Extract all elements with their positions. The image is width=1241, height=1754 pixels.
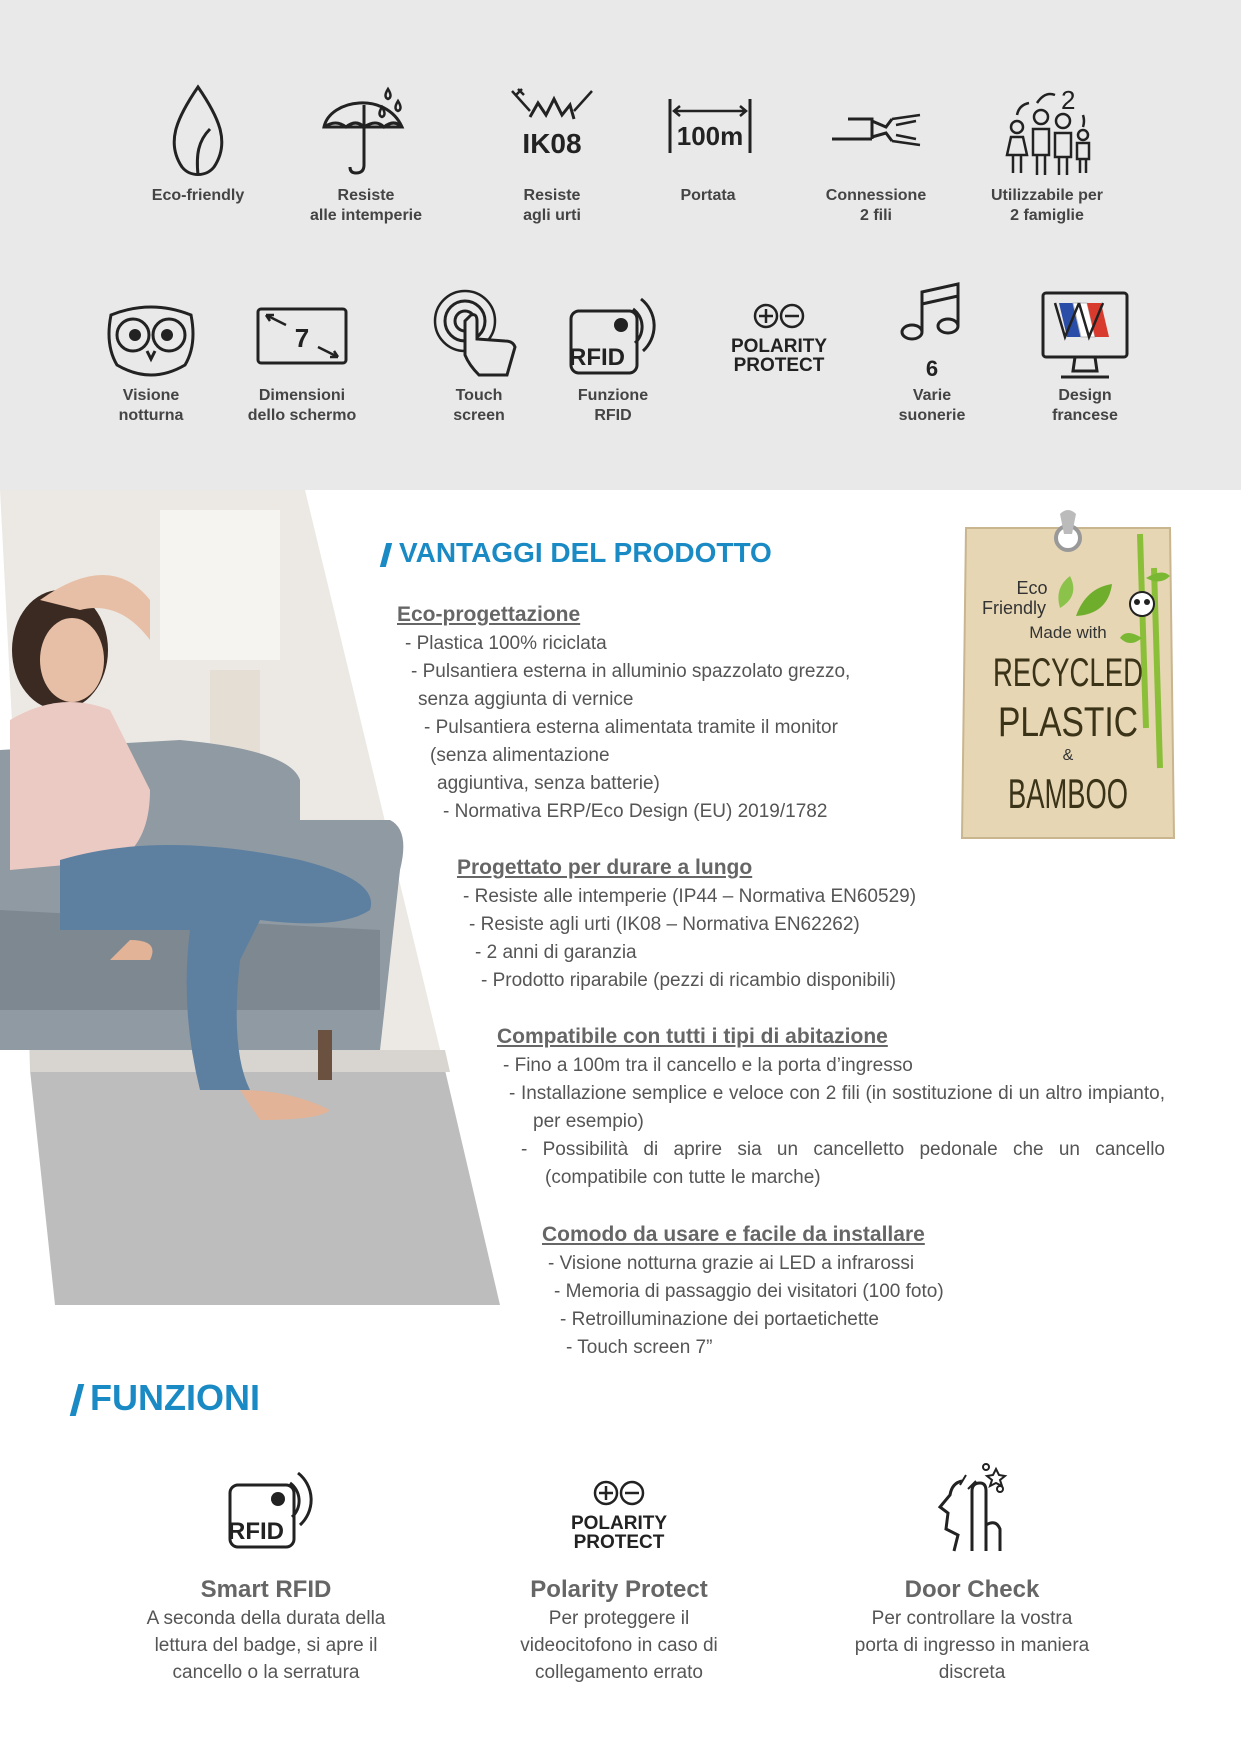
eco-friendly-recycled-tag <box>956 508 1180 844</box>
impact-ik08-icon <box>467 76 637 186</box>
svg-text:Made with: Made with <box>1029 623 1107 642</box>
function-polarity-protect: POLARITY PROTECT Polarity Protect Per proteggere il videocitofono in caso di collegamento errato <box>459 1455 779 1686</box>
svg-text:RFID: RFID <box>569 344 625 371</box>
screen-size-icon <box>217 280 387 390</box>
svg-text:Friendly: Friendly <box>981 598 1047 618</box>
french-design-monitor-icon <box>1000 280 1170 390</box>
svg-text:100m: 100m <box>676 121 744 151</box>
svg-text:PROTECT: PROTECT <box>733 355 825 376</box>
owl-night-vision-icon <box>66 280 236 390</box>
title-accent-bar <box>70 1384 85 1416</box>
rfid-icon <box>528 280 698 390</box>
svg-text:6: 6 <box>925 356 939 381</box>
advantages-section-compatibility: Compatibile con tutti i tipi di abitazione - Fino a 100m tra il cancello e la porta d’ingresso - Installazione semplice e veloce con 2 fili (in sostituzione di un altro impianto, per esempio) - Possibilità di aprire sia un cancelletto pedonale che un cancello (compatibile con tutte le marche) <box>497 1025 1165 1188</box>
advantages-section-eco: Eco-progettazione - Plastica 100% riciclata - Pulsantiera esterna in alluminio spazzolato grezzo, senza aggiunta di vernice - Pulsantiera esterna alimentata tramite il monitor (senza alimentazione aggiuntiva, senza batterie) - Normativa ERP/Eco Design (EU) 2019/1782 <box>397 603 851 822</box>
advantages-title: VANTAGGI DEL PRODOTTO <box>383 536 772 570</box>
svg-text:BAMBOO: BAMBOO <box>1008 770 1128 817</box>
svg-text:IK08: IK08 <box>522 128 582 159</box>
svg-text:7: 7 <box>294 323 310 353</box>
polarity-protect-icon <box>459 1455 779 1555</box>
svg-text:PROTECT: PROTECT <box>573 1532 665 1553</box>
function-smart-rfid: RFID Smart RFID A seconda della durata della lettura del badge, si apre il cancello o la serratura <box>106 1455 426 1686</box>
svg-text:2: 2 <box>1061 85 1076 115</box>
advantages-section-durability: Progettato per durare a lungo - Resiste alle intemperie (IP44 – Normativa EN60529) - Resiste agli urti (IK08 – Normativa EN62262) - 2 anni di garanzia - Prodotto riparabile (pezzi di ricambio disponibili) <box>457 856 917 991</box>
music-notes-icon <box>847 280 1017 390</box>
svg-text:Eco: Eco <box>1016 578 1048 598</box>
two-wire-connector-icon <box>791 76 961 186</box>
functions-title: FUNZIONI <box>74 1376 260 1420</box>
svg-text:POLARITY: POLARITY <box>570 1513 668 1534</box>
polarity-protect-icon <box>694 280 864 390</box>
svg-text:PLASTIC: PLASTIC <box>998 698 1138 745</box>
door-check-icon <box>812 1455 1132 1555</box>
svg-text:&: & <box>1062 747 1074 764</box>
svg-text:RFID: RFID <box>228 1518 284 1545</box>
svg-text:RECYCLED: RECYCLED <box>993 651 1143 695</box>
advantages-section-usability: Comodo da usare e facile da installare - Visione notturna grazie ai LED a infrarossi - Memoria di passaggio dei visitatori (100 foto) - Retroilluminazione dei portaetichette - Touch screen 7” <box>542 1223 944 1358</box>
range-100m-icon <box>623 76 793 186</box>
umbrella-rain-icon <box>281 76 451 186</box>
function-door-check: Door Check Per controllare la vostra porta di ingresso in maniera discreta <box>812 1455 1132 1686</box>
svg-text:POLARITY: POLARITY <box>730 336 828 357</box>
leaf-icon <box>113 76 283 186</box>
two-families-icon <box>962 76 1132 186</box>
rfid-icon <box>106 1455 426 1555</box>
